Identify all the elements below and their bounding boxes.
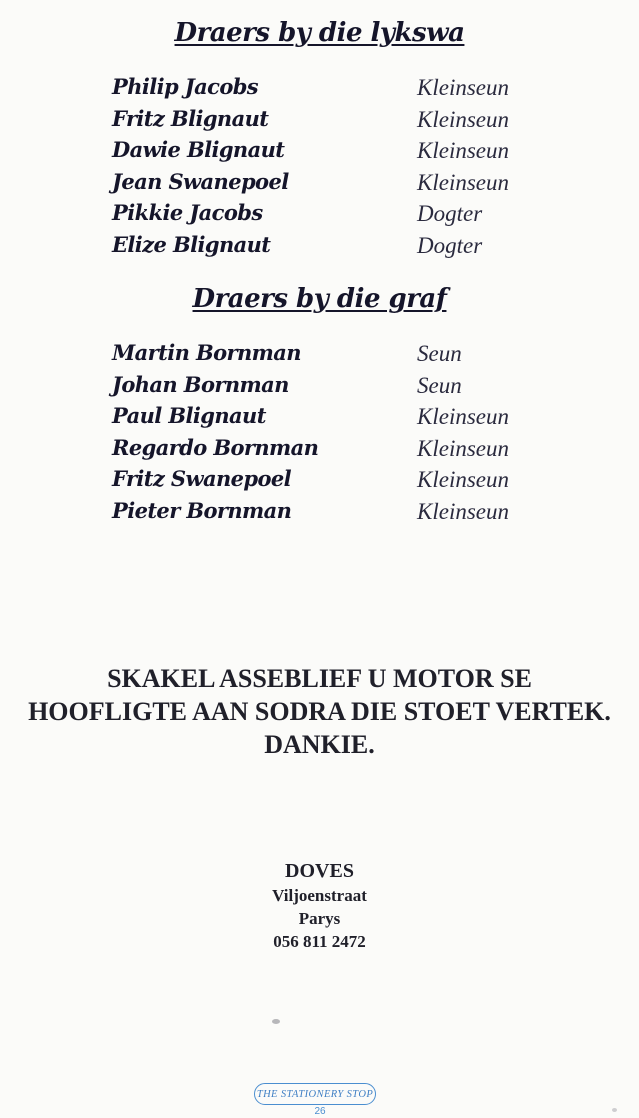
roster-row [0,340,639,370]
paper-speck [272,1019,280,1024]
section-title-hearse-bearers: Draers by die lykswa [174,18,465,48]
roster-row [0,169,639,199]
notice-line: HOOFLIGTE AAN SODRA DIE STOET VERTEK. [28,697,611,726]
roster-row [0,372,639,402]
roster-row [0,403,639,433]
page-number: 26 [314,1106,326,1117]
funeral-home-street: Viljoenstraat [272,886,367,905]
headlights-notice [0,662,639,761]
funeral-home-town: Parys [298,909,341,928]
roster-row [0,200,639,230]
funeral-home-contact [0,858,639,953]
roster-row [0,435,639,465]
roster-row [0,232,639,262]
printer-stamp-logo: THE STATIONERY STOP [254,1083,376,1105]
bearer-name: Philip Jacobs [112,74,259,99]
bearer-relation: Seun [417,373,462,398]
roster-row [0,106,639,136]
bearer-relation: Kleinseun [417,107,509,132]
bearer-relation: Kleinseun [417,75,509,100]
bearer-name: Elize Blignaut [112,232,271,257]
bearer-name: Pieter Bornman [112,498,292,523]
roster-row [0,466,639,496]
bearer-name: Martin Bornman [112,340,301,365]
bearer-relation: Kleinseun [417,499,509,524]
bearer-name: Pikkie Jacobs [112,200,263,225]
bearer-name: Johan Bornman [112,372,289,397]
bearer-relation: Kleinseun [417,138,509,163]
roster-row [0,137,639,167]
bearer-name: Paul Blignaut [112,403,266,428]
bearer-relation: Dogter [417,201,483,226]
bearer-relation: Dogter [417,233,483,258]
bearer-name: Regardo Bornman [112,435,319,460]
bearer-name: Fritz Swanepoel [112,466,292,491]
bearer-name: Jean Swanepoel [112,169,289,194]
roster-row [0,498,639,528]
bearer-relation: Seun [417,341,462,366]
paper-speck [612,1108,617,1112]
funeral-home-phone: 056 811 2472 [273,932,366,951]
bearer-relation: Kleinseun [417,436,509,461]
roster-row [0,74,639,104]
notice-line: SKAKEL ASSEBLIEF U MOTOR SE [107,664,532,693]
funeral-home-name: DOVES [285,860,354,882]
bearer-name: Dawie Blignaut [112,137,285,162]
bearer-name: Fritz Blignaut [112,106,269,131]
notice-line: DANKIE. [264,730,375,759]
bearer-relation: Kleinseun [417,404,509,429]
section-title-grave-bearers: Draers by die graf [192,284,447,314]
bearer-relation: Kleinseun [417,467,509,492]
bearer-relation: Kleinseun [417,170,509,195]
